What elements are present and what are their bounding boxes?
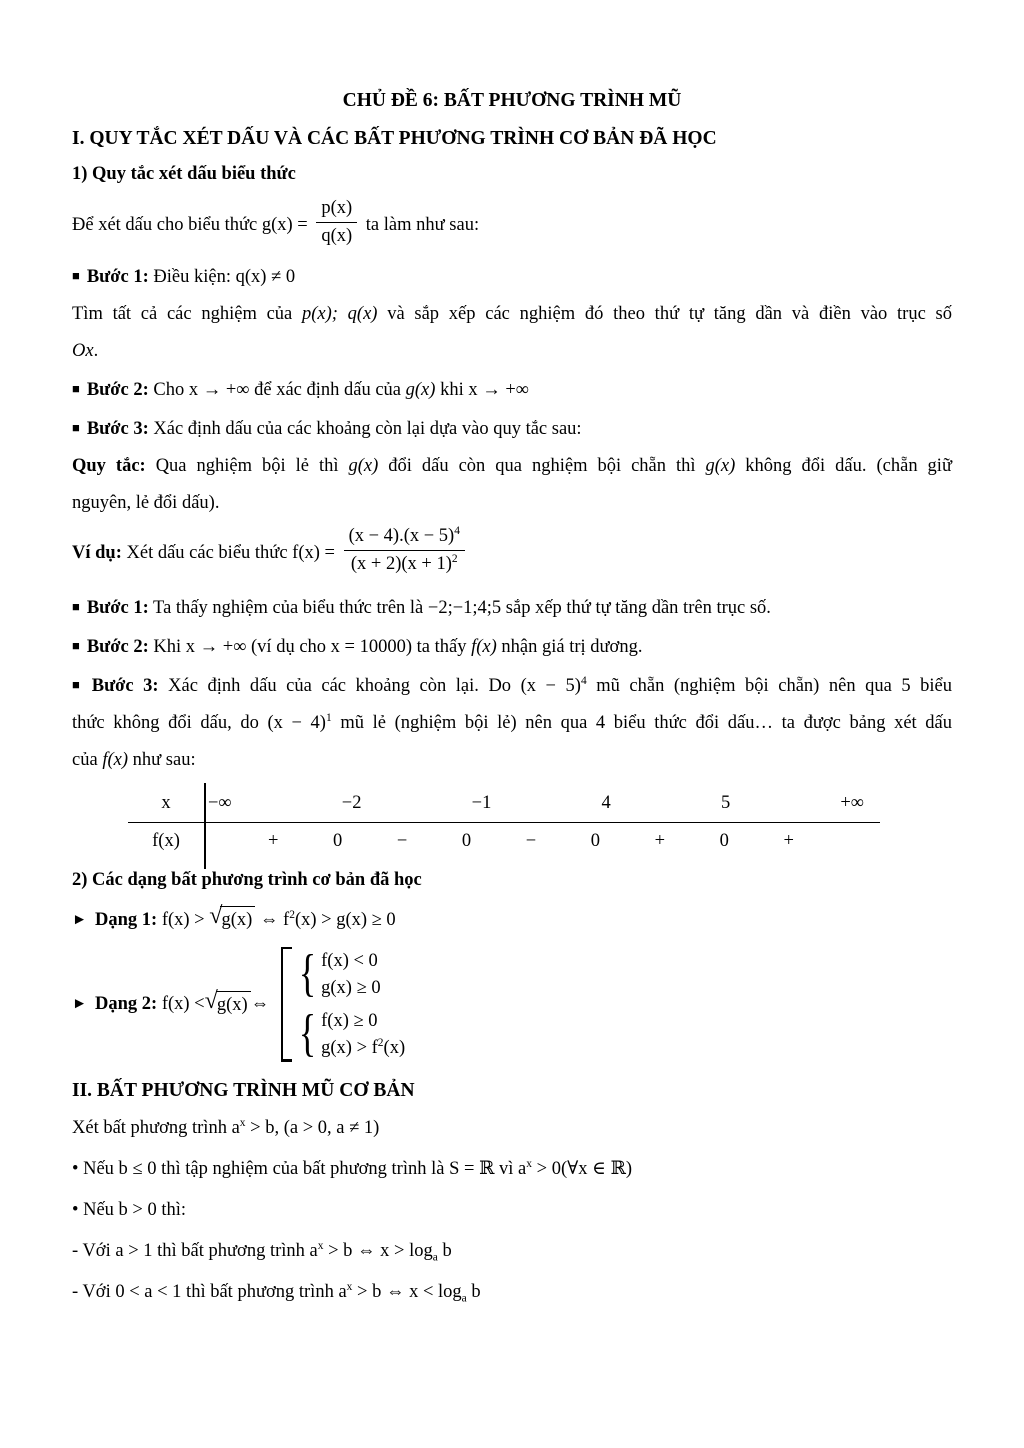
big-square-bracket-icon	[281, 947, 291, 1062]
text-segment: mũ chẵn (nghiệm bội chẵn) nên qua 5 biểu	[586, 675, 952, 696]
text-segment: Dạng 2:	[95, 994, 158, 1014]
text-segment: x	[317, 1239, 324, 1252]
text-segment: x	[526, 1157, 533, 1170]
table-cell: +	[268, 830, 279, 851]
text-run	[72, 341, 98, 361]
text-segment: > b ⇔ x < log	[352, 1281, 462, 1302]
text-segment: 2	[451, 553, 458, 566]
sign-table-x-label: x	[161, 792, 171, 813]
text-segment: (x) > g(x) ≥ 0	[294, 909, 396, 930]
system-lines	[321, 1009, 405, 1060]
text-segment: (x + 2)(x + 1)	[350, 554, 452, 575]
subsection-1-heading: 1) Quy tắc xét dấu biểu thức	[72, 164, 296, 184]
text-run	[255, 910, 395, 930]
text-segment: 2	[289, 908, 295, 921]
table-cell: 4	[601, 792, 611, 813]
fraction-denominator: q(x)	[321, 226, 353, 247]
text-segment: f(x) ≥ 0	[321, 1010, 378, 1031]
text-run	[72, 1280, 481, 1305]
text-run	[72, 419, 582, 439]
paragraph-tim-nghiem	[72, 302, 952, 327]
text-segment: Tìm tất cả các nghiệm của	[72, 304, 302, 325]
text-segment: b	[437, 1240, 452, 1261]
text-segment: x	[239, 1116, 246, 1129]
fraction-denominator	[344, 551, 465, 576]
text-segment: Bước 2:	[86, 380, 149, 401]
text-segment: Bước 3:	[91, 675, 159, 696]
paragraph-neu-b-gt-0	[72, 1198, 952, 1223]
square-bullet-icon: ■	[72, 598, 80, 614]
table-cell: +	[783, 830, 794, 851]
text-segment: f(x) < 0	[321, 950, 378, 971]
pointer-bullet-icon: ►	[72, 910, 88, 928]
text-segment: Xác định dấu của các khoảng còn lại. Do (x − 5)	[158, 675, 581, 696]
text-segment: Dạng 1:	[95, 909, 158, 930]
text-segment: (x − 4).(x − 5)	[348, 526, 455, 547]
paragraph-neu-b-le-0	[72, 1157, 952, 1182]
text-segment: f(x) >	[157, 909, 210, 930]
text-segment: mũ lẻ (nghiệm bội lẻ) nên qua 4 biểu thức đổi dấu… ta được bảng xét dấu	[331, 712, 953, 733]
text-segment: Ta thấy nghiệm của biểu thức trên là −2;−1;4;5 sắp xếp thứ tự tăng dần trên trục số.	[148, 597, 771, 618]
paragraph-quy-tac-1	[72, 454, 952, 479]
sqrt-expression	[209, 902, 255, 933]
text-segment: • Nếu b ≤ 0 thì tập nghiệm của bất phương trình là S = ℝ vì a	[72, 1158, 527, 1179]
text-segment: - Với a > 1 thì bất phương trình a	[72, 1240, 318, 1261]
table-cell: 0	[719, 830, 729, 851]
paragraph-example-buoc-2	[72, 633, 952, 660]
table-cell: −1	[471, 792, 492, 813]
section-1-heading: I. QUY TẮC XÉT DẤU VÀ CÁC BẤT PHƯƠNG TRÌNH CƠ BẢN ĐÃ HỌC	[72, 128, 717, 149]
text-segment: f(x) <	[157, 994, 205, 1014]
text-segment: > 0(∀x ∈ ℝ)	[532, 1158, 633, 1179]
table-cell: 0	[461, 830, 472, 851]
text-segment: > b, (a > 0, a ≠ 1)	[245, 1117, 380, 1138]
text-segment: g(x) ≥ 0	[321, 977, 381, 998]
text-segment: Ví dụ:	[72, 543, 122, 564]
text-run	[72, 713, 952, 733]
text-run	[251, 992, 270, 1017]
sqrt-expression	[204, 987, 251, 1018]
dang-1-line	[72, 902, 952, 933]
text-run	[72, 267, 295, 287]
text-segment: f(x)	[471, 636, 497, 657]
dang-2-block	[72, 947, 952, 1062]
text-segment: Điều kiện: q(x) ≠ 0	[148, 267, 296, 288]
text-segment: Bước 3:	[86, 419, 149, 440]
text-segment: không đổi dấu. (chẵn giữ	[735, 456, 952, 477]
text-segment: như sau:	[128, 749, 196, 770]
text-segment: • Nếu b > 0 thì:	[72, 1199, 187, 1220]
text-segment: (x)	[383, 1037, 406, 1058]
table-cell: −	[396, 830, 408, 851]
text-segment: Bước 2:	[86, 636, 149, 657]
sign-table-row-x	[128, 785, 880, 822]
table-cell: −2	[341, 792, 362, 813]
radicand: g(x)	[220, 906, 255, 933]
sign-table-signs	[204, 831, 880, 852]
case-systems	[295, 947, 405, 1062]
paragraph-example-buoc-3c	[72, 748, 952, 773]
system-lines	[321, 949, 380, 1000]
text-segment: g(x)	[348, 456, 379, 477]
paragraph-buoc-3	[72, 415, 952, 442]
paragraph-buoc-1	[72, 263, 952, 290]
table-cell: −	[525, 830, 537, 851]
text-segment: ⇔ f	[255, 909, 290, 930]
text-run	[72, 1239, 452, 1264]
paragraph-buoc-2	[72, 376, 952, 403]
text-segment: 2	[377, 1036, 384, 1049]
square-bullet-icon: ■	[72, 676, 85, 692]
table-cell: 0	[333, 830, 343, 851]
text-segment: Cho x → +∞ để xác định dấu của	[148, 380, 406, 401]
text-segment: Xác định dấu của các khoảng còn lại dựa vào quy tắc sau:	[148, 419, 582, 440]
text-segment: Để xét dấu cho biểu thức g(x) =	[72, 214, 313, 235]
left-brace-icon: {	[298, 945, 317, 1003]
sign-table-boundaries	[204, 793, 880, 814]
paragraph-vi-du	[72, 525, 952, 579]
system-line	[321, 1036, 405, 1060]
text-run	[72, 1118, 379, 1138]
system-case-1	[295, 945, 405, 1003]
text-run	[72, 598, 771, 618]
text-segment: Qua nghiệm bội lẻ thì	[145, 456, 349, 477]
sign-table-fx-label: f(x)	[152, 830, 180, 851]
text-segment: g(x)	[405, 380, 436, 401]
text-segment: Bước 1:	[86, 597, 149, 618]
text-run	[72, 637, 642, 657]
table-cell: −∞	[208, 792, 232, 813]
text-run	[72, 456, 952, 476]
table-cell: +	[654, 830, 666, 851]
radical-icon: √	[204, 987, 218, 1014]
paragraph-quy-tac-2	[72, 491, 952, 516]
text-segment: Ox	[72, 341, 94, 362]
text-segment: b	[466, 1281, 481, 1302]
table-cell: +∞	[840, 792, 864, 813]
sign-table	[128, 785, 880, 860]
table-cell: 0	[590, 830, 601, 851]
fraction-p-over-q	[316, 197, 357, 248]
text-segment: g(x)	[705, 456, 736, 477]
text-segment: 4	[580, 674, 587, 687]
paragraph-voi-a-lt-1	[72, 1280, 952, 1305]
left-brace-icon: {	[298, 1005, 317, 1063]
subsection-2-heading: 2) Các dạng bất phương trình cơ bản đã học	[72, 869, 422, 890]
text-segment: x	[346, 1280, 353, 1293]
text-segment: khi x → +∞	[435, 380, 529, 401]
text-segment: ⇔	[250, 993, 270, 1014]
radical-icon: √	[209, 902, 223, 929]
text-segment: 4	[454, 525, 460, 538]
text-segment: 1	[325, 711, 332, 724]
text-segment: Khi x → +∞ (ví dụ cho x = 10000) ta thấy	[148, 636, 472, 657]
text-segment: p(x); q(x)	[301, 304, 378, 325]
fraction-numerator	[344, 525, 465, 551]
paragraph-example-buoc-3b	[72, 711, 952, 736]
text-segment: Xét dấu các biểu thức f(x) =	[121, 543, 340, 564]
paragraph-voi-a-gt-1	[72, 1239, 952, 1264]
text-run	[72, 1200, 186, 1220]
text-segment: của	[72, 749, 103, 770]
text-segment: - Với 0 < a < 1 thì bất phương trình a	[72, 1281, 347, 1302]
paragraph-xet-bpt	[72, 1116, 952, 1141]
text-run	[72, 750, 196, 770]
text-segment: f(x)	[102, 749, 128, 770]
text-segment: > b ⇔ x > log	[323, 1240, 433, 1261]
text-segment: nguyên, lẻ đổi dấu).	[72, 493, 220, 514]
text-run	[361, 215, 479, 235]
paragraph-example-buoc-1	[72, 594, 952, 621]
square-bullet-icon: ■	[72, 637, 80, 653]
text-run	[72, 910, 209, 930]
text-segment: đổi dấu còn qua nghiệm bội chẵn thì	[378, 456, 706, 477]
text-run	[72, 991, 205, 1017]
text-run	[72, 543, 340, 563]
system-line	[321, 976, 380, 1000]
pointer-bullet-icon: ►	[72, 995, 88, 1012]
text-run	[72, 215, 312, 235]
paragraph-intro-fraction	[72, 200, 952, 251]
section-2-heading: II. BẤT PHƯƠNG TRÌNH MŨ CƠ BẢN	[72, 1079, 415, 1101]
text-run	[72, 380, 529, 400]
text-segment: a	[432, 1251, 438, 1264]
paragraph-ox	[72, 339, 952, 364]
text-segment: nhận giá trị dương.	[496, 636, 643, 657]
square-bullet-icon: ■	[72, 420, 80, 436]
text-run	[72, 304, 952, 324]
sign-table-row-fx	[128, 823, 880, 860]
system-case-2	[295, 1005, 406, 1063]
text-segment: .	[93, 341, 99, 362]
doc-title: CHỦ ĐỀ 6: BẤT PHƯƠNG TRÌNH MŨ	[342, 90, 682, 111]
text-segment: Xét bất phương trình a	[72, 1117, 240, 1138]
text-segment: Quy tắc:	[72, 456, 146, 477]
text-segment: a	[461, 1292, 467, 1305]
text-segment: Bước 1:	[86, 267, 149, 288]
text-segment: ta làm như sau:	[361, 214, 480, 235]
text-segment: g(x) > f	[321, 1037, 378, 1058]
text-segment: thức không đổi dấu, do (x − 4)	[72, 712, 326, 733]
table-cell: 5	[720, 792, 731, 813]
text-segment: và sắp xếp các nghiệm đó theo thứ tự tăng dần và điền vào trục số	[377, 304, 952, 325]
system-line	[321, 1009, 405, 1033]
square-bullet-icon: ■	[72, 381, 80, 397]
system-line	[321, 949, 380, 973]
text-run	[72, 493, 219, 513]
square-bullet-icon: ■	[72, 268, 80, 284]
text-run	[72, 1159, 632, 1179]
paragraph-example-buoc-3a	[72, 672, 952, 699]
fraction-numerator: p(x)	[316, 197, 357, 223]
fraction-example	[344, 525, 465, 576]
radicand: g(x)	[216, 991, 251, 1018]
text-run	[72, 676, 952, 696]
